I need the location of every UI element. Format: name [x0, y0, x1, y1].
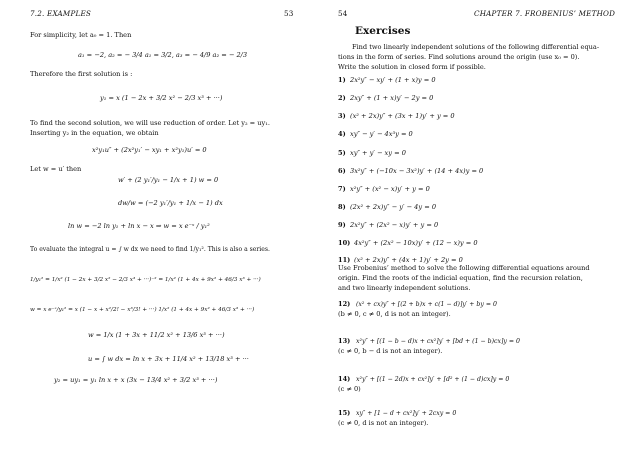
text-line: To find the second solution, we will use reduction of order. Let y₂ = uy₁.: [30, 119, 271, 127]
intro-line: Write the solution in closed form if possible.: [338, 63, 486, 71]
exercise-equation: xy″ + y′ − xy = 0: [350, 149, 406, 157]
exercise-number: 10): [338, 239, 351, 247]
exercise-condition: (c ≠ 0, b − d is not an integer).: [338, 347, 443, 355]
exercise-equation: x²y″ + (x² − x)y′ + y = 0: [350, 185, 430, 193]
exercise-equation: 4x²y″ + (2x² − 10x)y′ + (12 − x)y = 0: [354, 239, 478, 247]
text-line: Let w = u′ then: [30, 165, 82, 173]
exercise-number: 1): [338, 76, 346, 84]
intro-line: and two linearly independent solutions.: [338, 284, 471, 292]
exercise-number: 3): [338, 112, 346, 120]
running-header: CHAPTER 7. FROBENIUS’ METHOD: [474, 9, 616, 18]
section-title: Exercises: [355, 25, 411, 37]
equation: y₁ = x (1 − 2x + 3/2 x² − 2/3 x³ + ···): [100, 94, 223, 102]
exercise-equation: 2xy″ + (1 + x)y′ − 2y = 0: [350, 94, 434, 102]
exercise-equation: x²y″ + [(1 − b − d)x + cx²]y′ + [bd + (1 − b)cx]y = 0: [356, 338, 520, 345]
exercise-number: 8): [338, 203, 346, 211]
exercise-condition: (b ≠ 0, c ≠ 0, d is not an integer).: [338, 310, 451, 318]
exercise-equation: 3x²y″ + (−10x − 3x²)y′ + (14 + 4x)y = 0: [350, 167, 484, 175]
equation: w′ + (2 y₁′/y₁ − 1/x + 1) w = 0: [118, 176, 219, 184]
exercise-equation: (x² + cx)y″ + [(2 + b)x + c(1 − d)]y′ + by = 0: [356, 301, 497, 308]
equation: dw/w = (−2 y₁′/y₁ + 1/x − 1) dx: [118, 199, 223, 207]
equation: u = ∫ w dx = ln x + 3x + 11/4 x² + 13/18 x³ + ···: [88, 355, 249, 363]
intro-line: Find two linearly independent solutions of the following differential equa-: [352, 43, 600, 51]
intro-line: origin. Find the roots of the indicial equation, find the recursion relation,: [338, 274, 583, 282]
exercise-number: 11): [338, 256, 351, 264]
exercise-equation: xy″ − y′ − 4x³y = 0: [350, 130, 413, 138]
page-number: 54: [338, 9, 348, 18]
exercise-number: 6): [338, 167, 346, 175]
equation: a₁ = −2, a₂ = − 3/4 a₁ = 3/2, a₃ = − 4/9 a₂ = − 2/3: [78, 51, 248, 59]
exercise-number: 7): [338, 185, 346, 193]
exercise-number: 15): [338, 409, 351, 417]
exercise-condition: (c ≠ 0, d is not an integer).: [338, 419, 429, 427]
right-page: [319, 0, 638, 452]
exercise-equation: 2x²y″ − xy′ + (1 + x)y = 0: [350, 76, 436, 84]
intro-line: Use Frobenius’ method to solve the following differential equations around: [338, 264, 590, 272]
exercise-number: 4): [338, 130, 346, 138]
text-line: Inserting y₂ in the equation, we obtain: [30, 129, 159, 137]
text-line: For simplicity, let a₀ = 1. Then: [30, 31, 132, 39]
exercise-equation: (x² + 2x)y″ + (3x + 1)y′ + y = 0: [350, 112, 455, 120]
exercise-equation: 2x²y″ + (2x² − x)y′ + y = 0: [350, 221, 439, 229]
exercise-equation: (2x² + 2x)y″ − y′ − 4y = 0: [350, 203, 437, 211]
exercise-number: 5): [338, 149, 346, 157]
exercise-number: 14): [338, 375, 351, 383]
text-line: To evaluate the integral u = ∫ w dx we need to find 1/y₁². This is also a series.: [30, 246, 270, 253]
equation: x²y₁u″ + (2x²y₁′ − xy₁ + x²y₁)u′ = 0: [92, 146, 207, 154]
page-number: 53: [284, 9, 294, 18]
exercise-condition: (c ≠ 0): [338, 385, 361, 393]
exercise-equation: x²y″ + [(1 − 2d)x + cx²]y′ + [d² + (1 − d)cx]y = 0: [356, 376, 510, 383]
exercise-number: 12): [338, 300, 351, 308]
running-header: 7.2. EXAMPLES: [30, 9, 92, 18]
exercise-number: 2): [338, 94, 346, 102]
exercise-equation: xy″ + [1 − d + cx²]y′ + 2cxy = 0: [356, 410, 457, 417]
intro-line: tions in the form of series. Find solutions around the origin (use x₀ = 0).: [338, 53, 580, 61]
equation: ln w = −2 ln y₁ + ln x − x ⇒ w = x e⁻ˣ / y₁²: [68, 222, 210, 230]
exercise-equation: (x² + 2x)y″ + (4x + 1)y′ + 2y = 0: [354, 256, 463, 264]
exercise-number: 9): [338, 221, 346, 229]
exercise-number: 13): [338, 337, 351, 345]
text-line: Therefore the first solution is :: [30, 70, 133, 78]
equation: 1/y₁² = 1/x² (1 − 2x + 3/2 x² − 2/3 x³ + ···)⁻² = 1/x² (1 + 4x + 9x² + 46/3 x³ + ···): [30, 277, 261, 283]
equation: w = x e⁻ˣ/y₁² = x (1 − x + x²/2! − x³/3! + ···) 1/x² (1 + 4x + 9x² + 46/3 x³ + ···): [30, 307, 255, 313]
equation: y₂ = uy₁ = y₁ ln x + x (3x − 13/4 x² + 3/2 x³ + ···): [54, 376, 218, 384]
equation: w = 1/x (1 + 3x + 11/2 x² + 13/6 x³ + ···): [88, 331, 225, 339]
